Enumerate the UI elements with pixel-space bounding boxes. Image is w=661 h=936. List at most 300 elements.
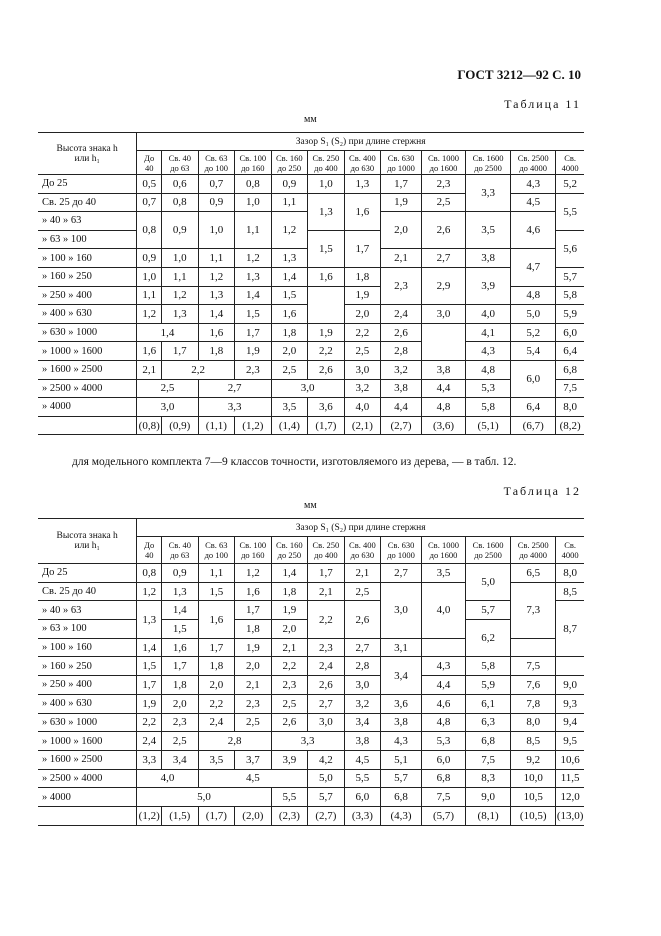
row-label: До 25 [38, 564, 137, 583]
row-label: » 1600 » 2500 [38, 360, 137, 379]
column-header-line: Св. 400 [349, 152, 376, 163]
table-cell: 2,0 [235, 657, 272, 676]
column-header-line: Св. 630 [387, 152, 415, 163]
table-cell: 1,7 [162, 342, 199, 361]
table-cell: 1,3 [308, 193, 345, 230]
table-cell: 3,7 [235, 750, 272, 769]
column-header [198, 537, 235, 564]
row-label: » 2500 » 4000 [38, 769, 137, 788]
table-cell: 6,4 [556, 342, 584, 361]
table-cell: 4,3 [466, 342, 511, 361]
table-cell: 1,9 [235, 638, 272, 657]
row-header [38, 519, 137, 564]
row-header [38, 133, 137, 175]
footer-cell: (13,0) [556, 806, 584, 825]
table-cell: 6,1 [466, 694, 511, 713]
column-header-line: до 250 [277, 162, 302, 173]
footer-cell: (8,2) [556, 416, 584, 435]
table-cell: 1,1 [235, 212, 272, 249]
table-cell: 1,0 [235, 193, 272, 212]
table-cell: 4,3 [511, 175, 556, 194]
row-label: » 63 » 100 [38, 620, 137, 639]
row-header-line: Высота знака h [56, 143, 118, 154]
footer-cell: (10,5) [511, 806, 556, 825]
column-header-line: Св. 250 [312, 540, 340, 550]
column-header [381, 151, 422, 175]
table-cell: 2,5 [344, 582, 381, 601]
table-cell: 1,6 [198, 323, 235, 342]
column-header-line: до 630 [350, 162, 375, 173]
column-header [162, 537, 199, 564]
table-row [38, 379, 584, 398]
table-cell: 1,9 [271, 601, 308, 620]
table-cell: 2,2 [308, 601, 345, 638]
table-cell: 5,3 [421, 732, 465, 751]
table-cell: 2,6 [344, 601, 381, 638]
row-label: » 100 » 160 [38, 638, 137, 657]
table-cell: 2,0 [381, 212, 422, 249]
table-cell: 1,8 [235, 620, 272, 639]
table-cell: 1,9 [308, 323, 345, 342]
table-cell: 1,0 [308, 175, 345, 194]
column-header-line: до 100 [204, 550, 229, 560]
group-header: Зазор S₁ (S₂) при длине стержня [137, 519, 584, 537]
table-cell: 4,0 [466, 305, 511, 324]
table-cell: 1,7 [137, 676, 162, 695]
table-cell: 1,9 [381, 193, 422, 212]
column-header-line: до 1600 [429, 162, 458, 173]
table-row [38, 769, 584, 788]
table-cell: 4,8 [421, 398, 465, 417]
table-cell: 5,7 [466, 601, 511, 620]
footer-cell: (3,6) [421, 416, 465, 435]
table-cell: 2,2 [198, 694, 235, 713]
table-cell: 2,0 [162, 694, 199, 713]
footer-cell: (1,1) [198, 416, 235, 435]
footer-label [38, 416, 137, 435]
footer-cell: (2,7) [308, 806, 345, 825]
table-cell: 6,2 [466, 620, 511, 657]
table-cell: 8,7 [556, 601, 584, 657]
column-header [421, 151, 465, 175]
table-cell: 2,3 [235, 694, 272, 713]
column-header-line: до 400 [314, 162, 338, 173]
table-cell: 2,2 [308, 342, 345, 361]
table-cell [511, 638, 556, 657]
column-header [511, 151, 556, 175]
column-header [381, 537, 422, 564]
table-cell: 1,7 [235, 323, 272, 342]
table-cell: 2,0 [344, 305, 381, 324]
table-cell: 4,3 [381, 732, 422, 751]
table-cell: 7,5 [421, 788, 465, 807]
table-cell: 3,5 [271, 398, 308, 417]
table-cell: 2,0 [271, 342, 308, 361]
footer-label [38, 806, 137, 825]
table-cell: 4,5 [511, 193, 556, 212]
footer-cell: (1,5) [162, 806, 199, 825]
table-cell: 0,5 [137, 175, 162, 194]
table-cell: 2,5 [271, 360, 308, 379]
paragraph-note: для модельного комплекта 7—9 классов точности, изготовляемого из дерева, — в табл. 12. [72, 456, 517, 468]
table-cell: 3,4 [381, 657, 422, 694]
row-label: » 1000 » 1600 [38, 342, 137, 361]
column-header-line: До [144, 540, 155, 550]
footer-cell: (1,2) [137, 806, 162, 825]
table-cell: 5,2 [556, 175, 584, 194]
table-row [38, 398, 584, 417]
column-header-line: Св. [564, 152, 577, 163]
table-cell: 2,5 [137, 379, 198, 398]
column-header-line: Св. 63 [205, 540, 228, 550]
footer-cell: (6,7) [511, 416, 556, 435]
table-cell: 1,6 [235, 582, 272, 601]
table-cell: 2,7 [308, 694, 345, 713]
table-cell: 3,5 [421, 564, 465, 583]
table-cell: 1,4 [137, 638, 162, 657]
table-cell: 3,0 [308, 713, 345, 732]
column-header-line: до 63 [170, 162, 190, 173]
footer-cell: (4,3) [381, 806, 422, 825]
table-cell: 1,7 [198, 638, 235, 657]
table-cell: 2,3 [162, 713, 199, 732]
table-cell: 1,4 [198, 305, 235, 324]
row-label: » 630 » 1000 [38, 323, 137, 342]
table-cell: 6,8 [421, 769, 465, 788]
table-cell: 6,0 [421, 750, 465, 769]
table-cell: 3,8 [381, 713, 422, 732]
table-cell: 3,5 [466, 212, 511, 249]
column-header [556, 537, 584, 564]
table-cell: 1,1 [162, 267, 199, 286]
column-header-line: до 4000 [519, 550, 548, 560]
table-cell: 6,0 [344, 788, 381, 807]
column-header [308, 151, 345, 175]
table-cell: 2,5 [344, 342, 381, 361]
table-cell: 7,5 [511, 657, 556, 676]
table-cell: 5,6 [556, 230, 584, 267]
table-cell: 1,6 [344, 193, 381, 230]
table-cell: 6,8 [556, 360, 584, 379]
row-label: » 40 » 63 [38, 212, 137, 231]
table-cell: 4,0 [344, 398, 381, 417]
table-cell: 2,7 [381, 564, 422, 583]
table-cell: 3,8 [344, 732, 381, 751]
table-row [38, 342, 584, 361]
column-header [511, 537, 556, 564]
table-cell: 1,8 [271, 323, 308, 342]
table-cell: 2,1 [381, 249, 422, 268]
row-label: » 400 » 630 [38, 694, 137, 713]
table-cell: 2,6 [421, 212, 465, 249]
table-cell: 2,6 [271, 713, 308, 732]
column-header-line: Св. 1000 [428, 540, 459, 550]
table-cell: 2,8 [198, 732, 271, 751]
table-cell: 2,6 [308, 360, 345, 379]
table-cell: 3,0 [421, 305, 465, 324]
table-cell: 9,5 [556, 732, 584, 751]
table-cell: 3,2 [344, 379, 381, 398]
table-cell: 2,4 [381, 305, 422, 324]
table-cell: 2,7 [198, 379, 271, 398]
row-label: До 25 [38, 175, 137, 194]
column-header [235, 537, 272, 564]
table-cell: 1,5 [271, 286, 308, 305]
table-cell [421, 638, 465, 657]
row-header-line: Высота знака h [56, 531, 118, 541]
column-header [137, 537, 162, 564]
table-cell [308, 286, 345, 323]
table-cell: 0,9 [162, 212, 199, 249]
table-cell: 2,1 [344, 564, 381, 583]
table-cell: 1,2 [162, 286, 199, 305]
table-cell: 7,5 [556, 379, 584, 398]
table-cell: 3,0 [344, 360, 381, 379]
table-cell: 0,7 [137, 193, 162, 212]
group-header: Зазор S₁ (S₂) при длине стержня [137, 133, 584, 151]
table-cell: 5,2 [511, 323, 556, 342]
table-12 [38, 518, 584, 826]
table-cell: 4,5 [198, 769, 308, 788]
table-cell: 0,7 [198, 175, 235, 194]
table-cell: 2,2 [137, 713, 162, 732]
table-cell: 1,6 [137, 342, 162, 361]
table-cell: 1,7 [308, 564, 345, 583]
table-cell: 3,3 [466, 175, 511, 212]
column-header [271, 151, 308, 175]
table-cell: 4,3 [421, 657, 465, 676]
table-cell: 1,0 [198, 212, 235, 249]
table-11-caption: Таблица 11 [504, 97, 581, 111]
table-cell: 4,8 [466, 360, 511, 379]
column-header-line: Св. 2500 [517, 152, 549, 163]
table-cell: 0,8 [137, 212, 162, 249]
table-cell: 2,4 [308, 657, 345, 676]
row-label: » 2500 » 4000 [38, 379, 137, 398]
table-cell: 6,3 [466, 713, 511, 732]
table-cell: 2,2 [162, 360, 235, 379]
table-cell: 3,2 [344, 694, 381, 713]
table-cell: 7,8 [511, 694, 556, 713]
row-label: » 4000 [38, 788, 137, 807]
table-cell: 2,1 [137, 360, 162, 379]
column-header-line: до 1600 [429, 550, 458, 560]
table-cell: 2,6 [381, 323, 422, 342]
table-cell: 3,1 [381, 638, 422, 657]
table-cell: 5,0 [511, 305, 556, 324]
table-cell: 1,2 [137, 582, 162, 601]
table-cell: 2,7 [344, 638, 381, 657]
column-header-line: до 630 [350, 550, 375, 560]
table-cell: 8,0 [556, 564, 584, 583]
table-row [38, 694, 584, 713]
table-cell: 7,6 [511, 676, 556, 695]
table-cell: 2,5 [235, 713, 272, 732]
table-cell: 4,8 [511, 286, 556, 305]
table-cell: 4,1 [466, 323, 511, 342]
column-header-line: Св. [564, 540, 577, 550]
table-cell: 1,4 [137, 323, 198, 342]
table-cell: 1,5 [198, 582, 235, 601]
table-cell: 2,4 [198, 713, 235, 732]
row-label: » 400 » 630 [38, 305, 137, 324]
table-cell: 1,9 [137, 694, 162, 713]
table-cell: 1,9 [344, 286, 381, 305]
table-cell: 0,9 [137, 249, 162, 268]
table-cell: 5,0 [308, 769, 345, 788]
table-cell: 4,0 [137, 769, 198, 788]
table-cell: 2,1 [271, 638, 308, 657]
column-header-line: до 2500 [474, 550, 502, 560]
row-label: » 160 » 250 [38, 267, 137, 286]
table-12-caption: Таблица 12 [503, 484, 581, 498]
column-header-line: до 4000 [519, 162, 548, 173]
table-cell: 5,4 [511, 342, 556, 361]
column-header-line: до 1000 [387, 162, 415, 173]
table-cell: 2,5 [271, 694, 308, 713]
table-11-unit: мм [304, 114, 317, 125]
table-row [38, 750, 584, 769]
footer-cell: (2,1) [344, 416, 381, 435]
table-cell: 2,3 [235, 360, 272, 379]
footer-cell: (1,7) [198, 806, 235, 825]
table-cell: 1,1 [271, 193, 308, 212]
table-cell: 10,6 [556, 750, 584, 769]
column-header-line: Св. 2500 [517, 540, 549, 550]
table-cell: 1,6 [308, 267, 345, 286]
page-header: ГОСТ 3212—92 С. 10 [457, 67, 581, 82]
table-cell: 1,5 [308, 230, 345, 267]
table-cell: 3,0 [381, 582, 422, 638]
column-header-line: Св. 1000 [428, 152, 459, 163]
table-cell: 1,9 [235, 342, 272, 361]
column-header-line: Св. 40 [168, 540, 192, 550]
row-label: » 630 » 1000 [38, 713, 137, 732]
table-cell: 9,3 [556, 694, 584, 713]
table-cell: 1,3 [344, 175, 381, 194]
footer-cell: (0,9) [162, 416, 199, 435]
table-cell: 2,7 [421, 249, 465, 268]
table-cell: 3,2 [381, 360, 422, 379]
footer-cell: (8,1) [466, 806, 511, 825]
row-label: » 63 » 100 [38, 230, 137, 249]
table-cell: 1,3 [271, 249, 308, 268]
column-header-line: 40 [144, 550, 154, 560]
column-header-line: до 160 [241, 550, 265, 560]
table-cell [421, 323, 465, 360]
table-cell: 5,7 [381, 769, 422, 788]
table-11 [38, 132, 584, 435]
table-row [38, 676, 584, 695]
row-label: » 4000 [38, 398, 137, 417]
table-cell: 1,6 [162, 638, 199, 657]
column-header [271, 537, 308, 564]
column-header-line: Св. 100 [239, 152, 267, 163]
table-cell: 3,9 [271, 750, 308, 769]
table-cell: 1,3 [162, 305, 199, 324]
table-cell: 1,7 [162, 657, 199, 676]
table-cell: 1,1 [137, 286, 162, 305]
table-cell: 3,3 [137, 750, 162, 769]
column-header-line: Св. 630 [387, 540, 415, 550]
column-header [421, 537, 465, 564]
table-cell: 1,3 [137, 601, 162, 638]
row-header-line: или h₁ [74, 541, 100, 551]
table-cell: 4,5 [344, 750, 381, 769]
table-cell: 1,5 [235, 305, 272, 324]
table-row [38, 323, 584, 342]
table-cell: 5,9 [556, 305, 584, 324]
table-cell: 1,7 [235, 601, 272, 620]
column-header-line: Св. 1600 [472, 540, 504, 550]
table-cell: 6,5 [511, 564, 556, 583]
table-cell: 10,0 [511, 769, 556, 788]
footer-cell: (1,2) [235, 416, 272, 435]
column-header [344, 537, 381, 564]
column-header-line: Св. 1600 [472, 152, 504, 163]
footer-cell: (5,1) [466, 416, 511, 435]
table-cell: 4,2 [308, 750, 345, 769]
table-cell: 9,4 [556, 713, 584, 732]
table-cell: 4,4 [421, 379, 465, 398]
table-cell: 2,2 [344, 323, 381, 342]
table-cell: 1,2 [235, 564, 272, 583]
column-header [198, 151, 235, 175]
table-cell: 1,7 [381, 175, 422, 194]
table-cell: 4,6 [421, 694, 465, 713]
footer-cell: (1,7) [308, 416, 345, 435]
table-cell: 4,7 [511, 249, 556, 286]
column-header-line: Св. 250 [312, 152, 340, 163]
table-cell: 2,6 [308, 676, 345, 695]
table-row [38, 713, 584, 732]
table-cell: 0,9 [162, 564, 199, 583]
table-cell: 1,7 [344, 230, 381, 267]
column-header [308, 537, 345, 564]
table-row [38, 175, 584, 194]
footer-cell: (2,3) [271, 806, 308, 825]
table-cell: 6,4 [511, 398, 556, 417]
table-cell: 0,8 [162, 193, 199, 212]
column-header [344, 151, 381, 175]
table-cell: 3,6 [381, 694, 422, 713]
table-cell: 1,4 [235, 286, 272, 305]
table-cell: 2,5 [421, 193, 465, 212]
table-cell: 0,9 [198, 193, 235, 212]
table-cell: 4,6 [511, 212, 556, 249]
table-row [38, 360, 584, 379]
column-header [556, 151, 584, 175]
table-cell: 1,4 [162, 601, 199, 620]
table-cell: 2,0 [198, 676, 235, 695]
table-cell: 10,5 [511, 788, 556, 807]
row-label: Св. 25 до 40 [38, 582, 137, 601]
table-row [38, 601, 584, 620]
table-cell: 3,6 [308, 398, 345, 417]
table-cell: 6,0 [556, 323, 584, 342]
table-cell: 5,8 [466, 657, 511, 676]
table-cell: 1,2 [271, 212, 308, 249]
footer-cell: (2,7) [381, 416, 422, 435]
table-cell: 8,5 [556, 582, 584, 601]
table-cell: 5,8 [466, 398, 511, 417]
column-header-line: до 400 [314, 550, 338, 560]
table-cell: 3,9 [466, 267, 511, 304]
table-cell: 4,4 [421, 676, 465, 695]
table-cell: 7,3 [511, 582, 556, 638]
table-cell: 1,2 [137, 305, 162, 324]
table-cell: 9,0 [466, 788, 511, 807]
